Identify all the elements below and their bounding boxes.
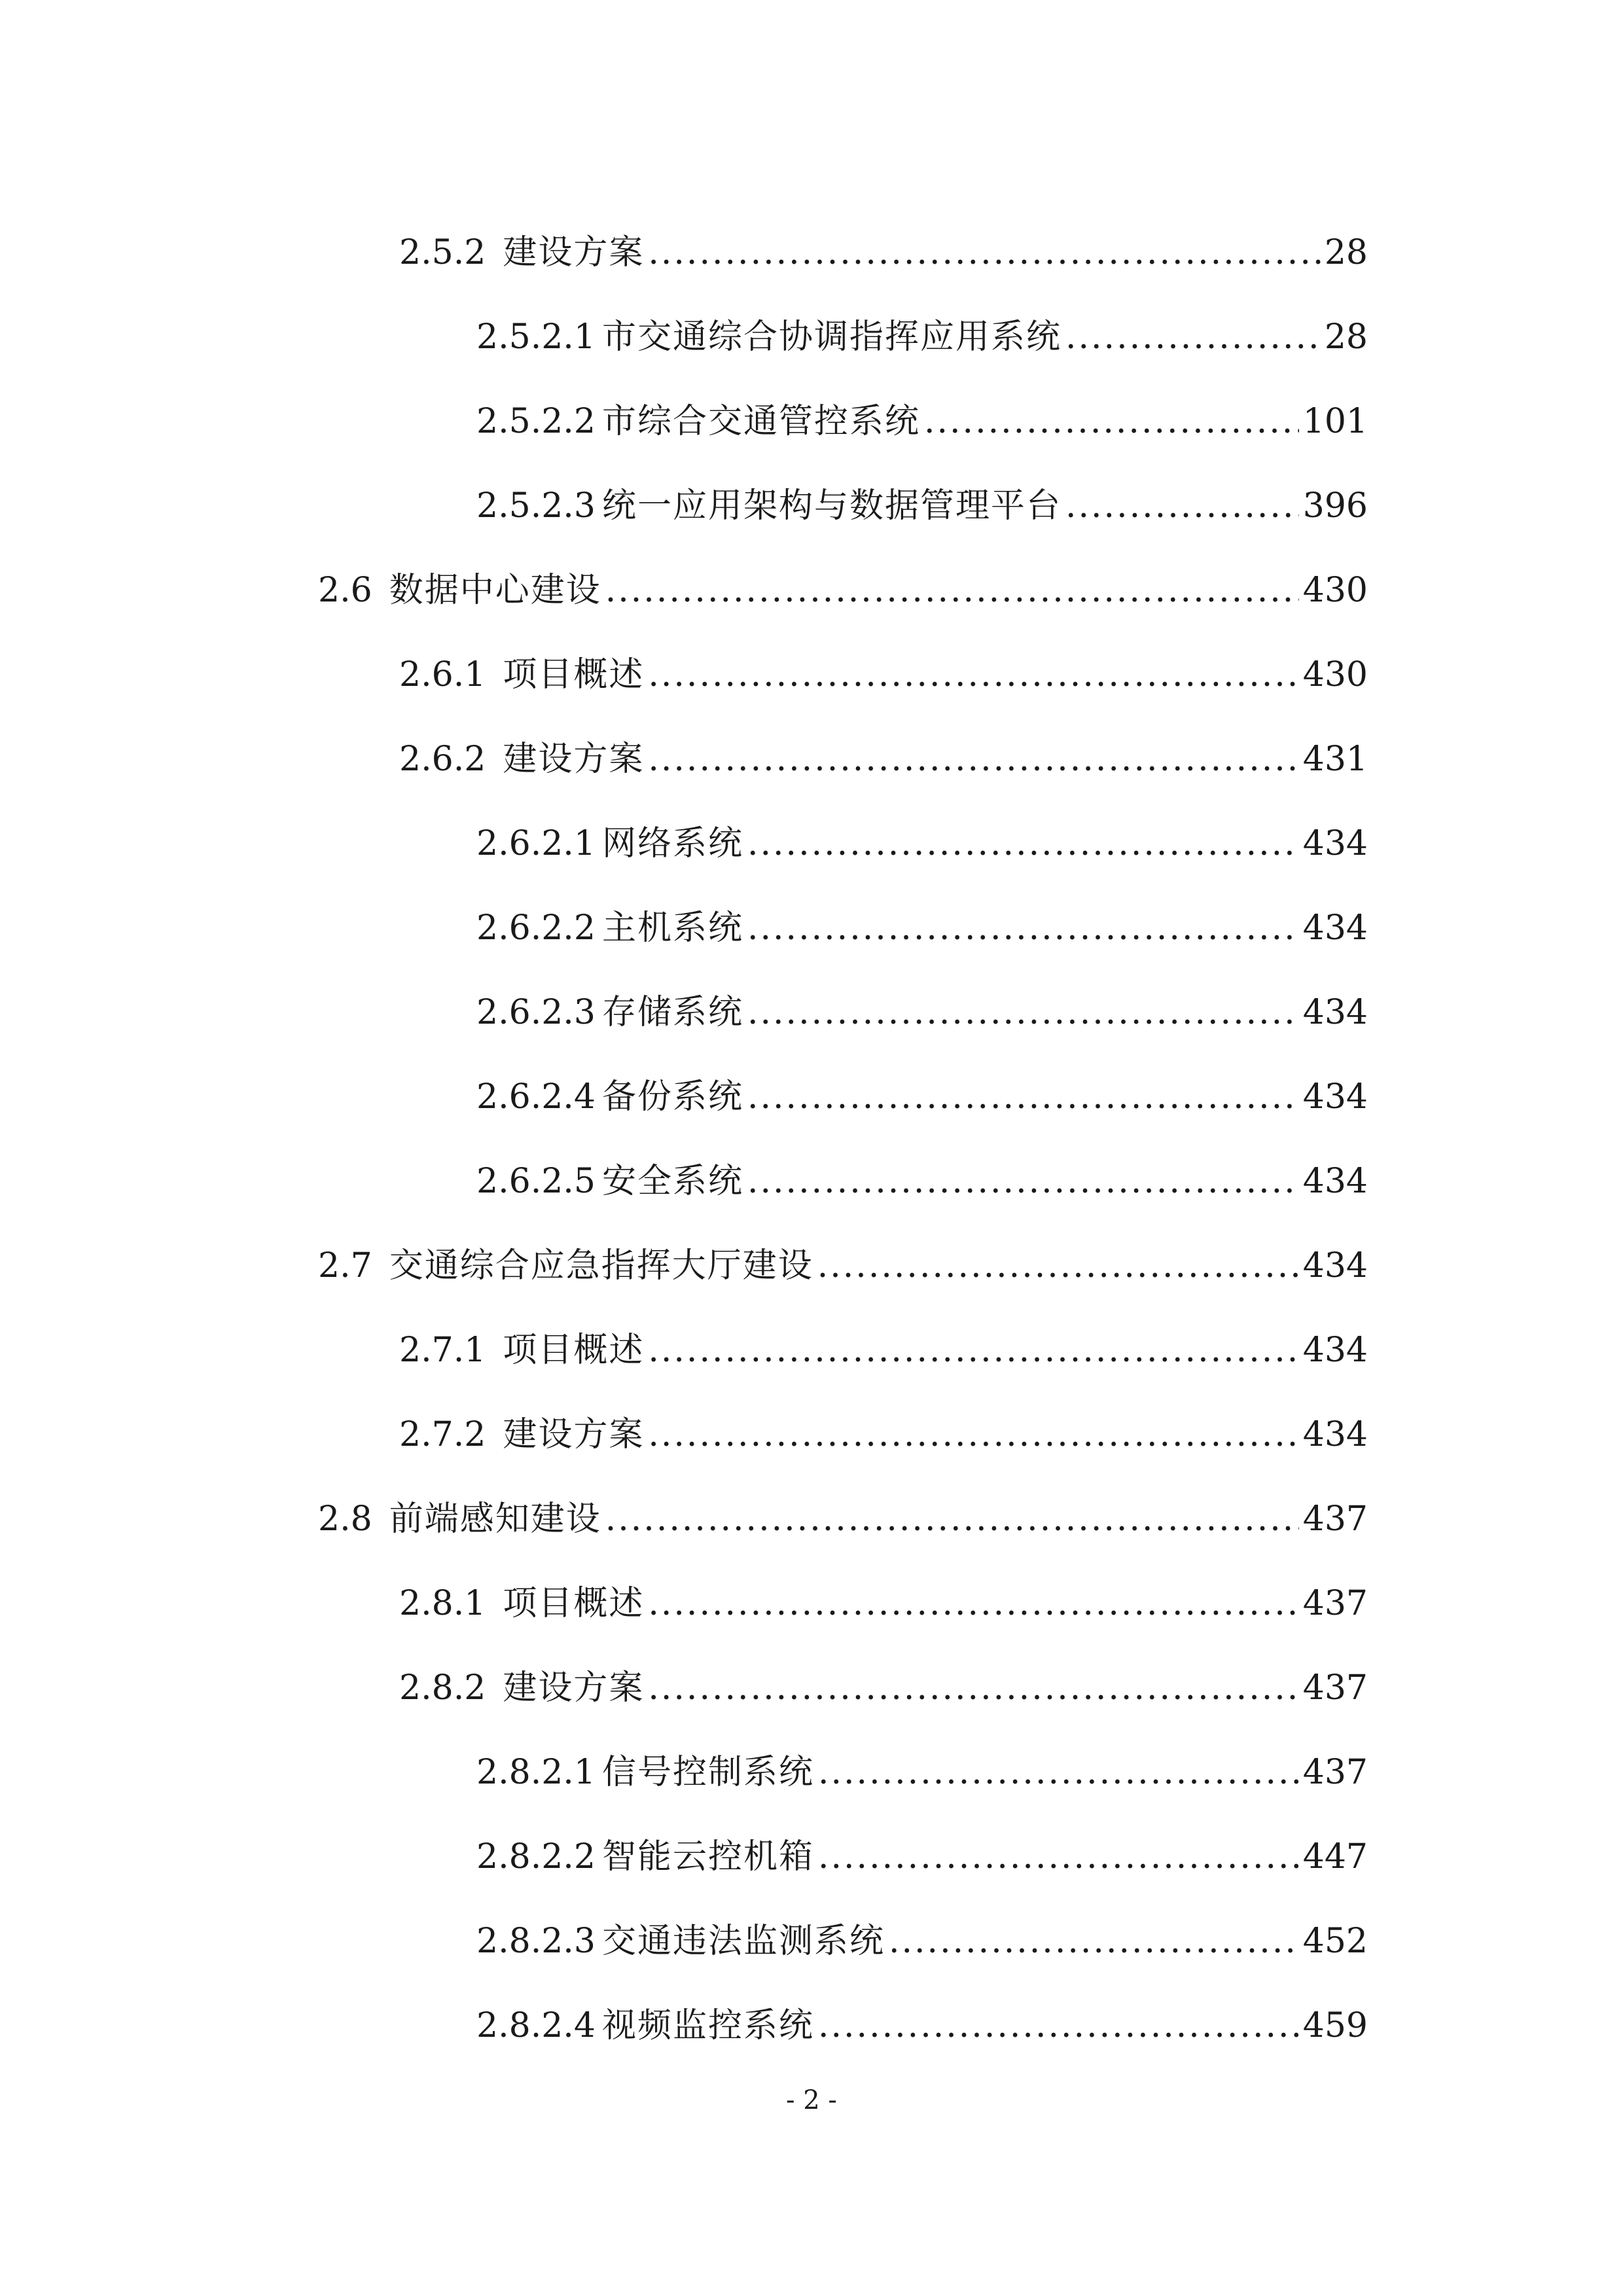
toc-dot-leader	[648, 236, 1321, 270]
toc-entry-title: 项目概述	[503, 1331, 645, 1370]
toc-entry-title: 项目概述	[503, 1584, 645, 1623]
toc-dot-leader	[648, 658, 1298, 692]
toc-dot-leader	[818, 1755, 1299, 1789]
toc-entry[interactable]	[476, 471, 1368, 526]
toc-entry-title: 智能云控机箱	[601, 1837, 814, 1876]
toc-entry-page: 437	[1302, 1584, 1368, 1623]
toc-entry-page: 434	[1302, 824, 1368, 863]
toc-entry-page: 437	[1302, 1668, 1368, 1708]
toc-dot-leader	[605, 1502, 1299, 1536]
toc-entry[interactable]	[476, 893, 1368, 948]
toc-entry-number: 2.6.2.5	[476, 1162, 596, 1201]
toc-entry-number: 2.7	[318, 1246, 372, 1285]
toc-entry[interactable]	[399, 639, 1368, 692]
toc-entry[interactable]	[476, 1062, 1368, 1117]
toc-entry-number: 2.5.2.2	[476, 402, 596, 441]
toc-entry[interactable]	[318, 1484, 1368, 1539]
toc-dot-leader	[747, 996, 1299, 1030]
toc-entry-title: 前端感知建设	[389, 1499, 601, 1539]
toc-dot-leader	[818, 2009, 1299, 2043]
toc-entry[interactable]	[399, 724, 1368, 779]
toc-entry-title: 网络系统	[601, 824, 743, 863]
toc-dot-leader	[818, 1840, 1299, 1874]
toc-dot-leader	[747, 1080, 1299, 1114]
toc-dot-leader	[817, 1249, 1299, 1283]
toc-entry[interactable]	[399, 1315, 1368, 1370]
toc-entry-number: 2.6	[318, 571, 372, 610]
toc-entry-page: 447	[1302, 1837, 1368, 1876]
toc-entry[interactable]	[476, 1990, 1368, 2043]
toc-entry-number: 2.6.1	[399, 655, 486, 694]
toc-entry-number: 2.7.1	[399, 1331, 486, 1370]
toc-entry-title: 数据中心建设	[389, 571, 601, 610]
toc-entry-page: 430	[1302, 655, 1368, 694]
toc-entry-page: 434	[1302, 1331, 1368, 1370]
toc-entry-page: 452	[1302, 1922, 1368, 1961]
toc-entry[interactable]	[476, 302, 1368, 357]
toc-entry-number: 2.8.2	[399, 1668, 486, 1708]
toc-entry-page: 434	[1302, 1415, 1368, 1454]
toc-dot-leader	[648, 742, 1298, 776]
toc-entry[interactable]	[476, 808, 1368, 861]
toc-entry-number: 2.8.2.2	[476, 1837, 596, 1876]
toc-entry-page: 430	[1302, 571, 1368, 610]
toc-entry[interactable]	[318, 1230, 1368, 1283]
toc-entry[interactable]	[476, 1737, 1368, 1792]
toc-entry-number: 2.7.2	[399, 1415, 486, 1454]
toc-entry-title: 备份系统	[601, 1077, 743, 1117]
toc-entry[interactable]	[476, 1821, 1368, 1874]
toc-entry-title: 交通综合应急指挥大厅建设	[389, 1246, 813, 1285]
toc-entry-number: 2.8.2.4	[476, 2006, 596, 2045]
toc-dot-leader	[924, 404, 1299, 439]
toc-entry-page: 434	[1302, 908, 1368, 948]
toc-dot-leader	[889, 1924, 1299, 1958]
toc-entry-page: 101	[1302, 402, 1368, 441]
toc-dot-leader	[648, 1418, 1298, 1452]
toc-entry-page: 434	[1302, 1246, 1368, 1285]
toc-entry-page: 431	[1302, 740, 1368, 779]
toc-entry[interactable]	[476, 386, 1368, 439]
toc-entry[interactable]	[399, 1399, 1368, 1452]
toc-entry-page: 437	[1302, 1753, 1368, 1792]
toc-dot-leader	[605, 573, 1299, 607]
toc-entry-page: 396	[1302, 486, 1368, 526]
toc-entry[interactable]	[399, 1653, 1368, 1708]
toc-entry-number: 2.8	[318, 1499, 372, 1539]
toc-entry-page: 459	[1302, 2006, 1368, 2045]
toc-entry-title: 市综合交通管控系统	[601, 402, 920, 441]
toc-entry-number: 2.5.2	[399, 233, 486, 272]
toc-dot-leader	[648, 1671, 1298, 1705]
toc-dot-leader	[1065, 489, 1299, 523]
toc-entry-number: 2.8.2.3	[476, 1922, 596, 1961]
toc-entry[interactable]	[318, 555, 1368, 610]
toc-entry-number: 2.6.2	[399, 740, 486, 779]
toc-entry-number: 2.5.2.1	[476, 317, 596, 357]
toc-dot-leader	[747, 911, 1299, 945]
toc-entry-page: 434	[1302, 1077, 1368, 1117]
toc-dot-leader	[648, 1333, 1298, 1367]
toc-dot-leader	[1065, 320, 1321, 354]
toc-entry-number: 2.6.2.4	[476, 1077, 596, 1117]
toc-entry-number: 2.5.2.3	[476, 486, 596, 526]
toc-entry-title: 信号控制系统	[601, 1753, 814, 1792]
toc-dot-leader	[747, 1164, 1299, 1198]
toc-entry-title: 视频监控系统	[601, 2006, 814, 2045]
toc-entry[interactable]	[399, 217, 1368, 270]
toc-entry-title: 市交通综合协调指挥应用系统	[601, 317, 1061, 357]
toc-entry[interactable]	[476, 977, 1368, 1030]
toc-entry-title: 建设方案	[503, 233, 645, 272]
toc-dot-leader	[747, 827, 1299, 861]
toc-entry-number: 2.6.2.3	[476, 993, 596, 1032]
toc-entry-title: 项目概述	[503, 655, 645, 694]
toc-dot-leader	[648, 1587, 1298, 1621]
toc-entry-title: 统一应用架构与数据管理平台	[601, 486, 1061, 526]
toc-entry-title: 主机系统	[601, 908, 743, 948]
toc-entry-number: 2.6.2.2	[476, 908, 596, 948]
toc-entry-title: 存储系统	[601, 993, 743, 1032]
toc-entry[interactable]	[399, 1568, 1368, 1621]
toc-entry-page: 28	[1324, 233, 1368, 272]
toc-entry-page: 434	[1302, 1162, 1368, 1201]
toc-entry[interactable]	[476, 1906, 1368, 1961]
toc-entry-number: 2.8.2.1	[476, 1753, 596, 1792]
toc-entry-page: 28	[1324, 317, 1368, 357]
toc-entry-page: 437	[1302, 1499, 1368, 1539]
page-number-footer: - 2 -	[786, 2085, 837, 2115]
toc-entry-number: 2.8.1	[399, 1584, 486, 1623]
toc-entry[interactable]	[476, 1146, 1368, 1201]
toc-entry-title: 建设方案	[503, 740, 645, 779]
toc-entry-title: 安全系统	[601, 1162, 743, 1201]
toc-entry-page: 434	[1302, 993, 1368, 1032]
toc-entry-title: 建设方案	[503, 1668, 645, 1708]
toc-entry-number: 2.6.2.1	[476, 824, 596, 863]
toc-entry-title: 建设方案	[503, 1415, 645, 1454]
toc-entry-title: 交通违法监测系统	[601, 1922, 885, 1961]
